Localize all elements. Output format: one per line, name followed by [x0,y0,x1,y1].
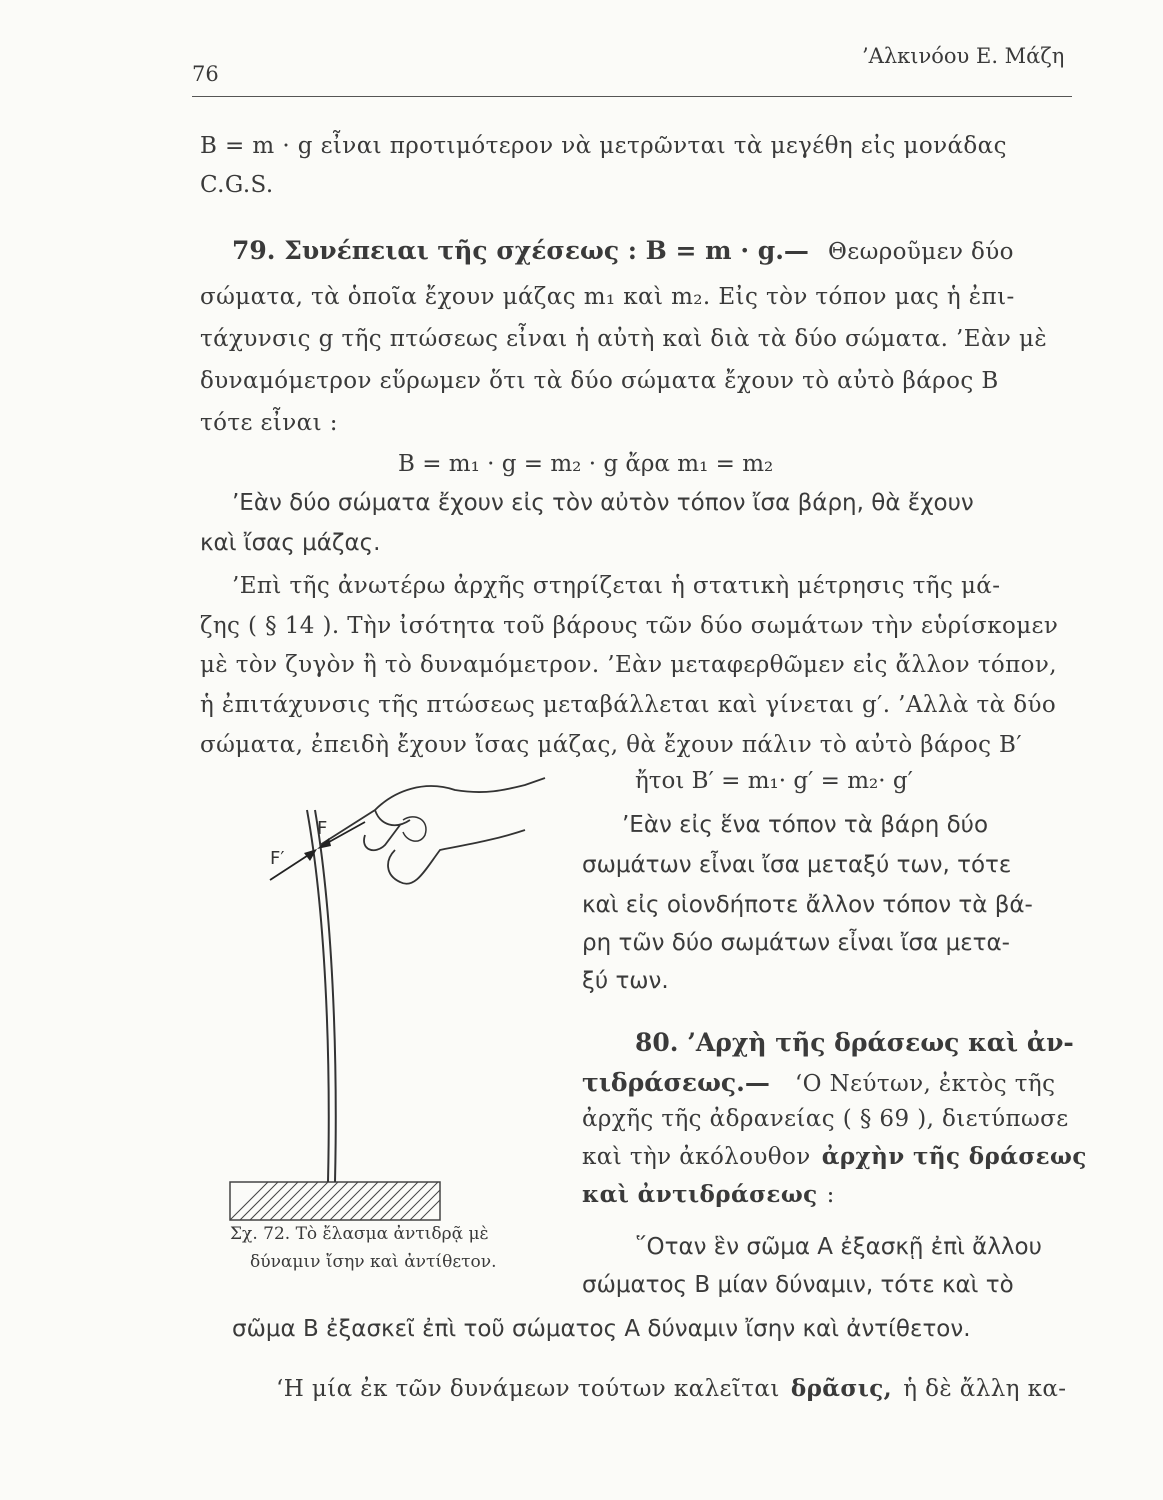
text-line: τάχυνσις g τῆς πτώσεως εἶναι ἡ αὐτὴ καὶ διὰ τὰ δύο σώματα. ’Εὰν μὲ [200,326,1048,352]
text-line: ἡ ἐπιτάχυνσις τῆς πτώσεως μεταβάλλεται καὶ γίνεται g′. ’Αλλὰ τὰ δύο [200,692,1057,718]
text-line: Θεωροῦμεν δύο [828,239,1014,265]
elastic-strip [307,810,329,1182]
text-line: ’Εὰν δύο σώματα ἔχουν εἰς τὸν αὐτὸν τόπον ἴσα βάρη, θὰ ἔχουν [232,490,974,516]
running-header-author: ’Αλκινόου Ε. Μάζη [862,44,1065,68]
text-segment: ‘Η μία ἐκ τῶν δυνάμεων τούτων καλεῖται [276,1376,780,1402]
figure-caption-line-2: δύναμιν ἴσην καὶ ἀντίθετον. [250,1252,497,1272]
figure-caption-line-1: Σχ. 72. Τὸ ἔλασμα ἀντιδρᾷ μὲ [230,1224,489,1244]
text-line: ‘Ο Νεύτων, ἐκτὸς τῆς [794,1071,1056,1097]
section-79-heading: 79. Συνέπειαι τῆς σχέσεως : B = m · g.— [232,236,809,265]
equation-mass-equality: B = m₁ · g = m₂ · g ἄρα m₁ = m₂ [398,451,774,477]
text-line-mixed [582,1143,1087,1170]
text-line: C.G.S. [200,172,274,198]
text-line: δυναμόμετρον εὕρωμεν ὅτι τὰ δύο σώματα ἔχουν τὸ αὐτὸ βάρος B [200,368,999,394]
text-line: ξύ των. [582,968,669,994]
header-rule [192,96,1072,97]
text-line: καὶ ἴσας μάζας. [200,530,381,556]
text-line: ῞Οταν ἓν σῶμα A ἐξασκῇ ἐπὶ ἄλλου [635,1234,1042,1260]
principle-name-bold: καὶ ἀντιδράσεως [582,1181,818,1208]
section-80-heading: 80. ’Αρχὴ τῆς δράσεως καὶ ἀν- [635,1028,1074,1057]
text-line: σώματος B μίαν δύναμιν, τότε καὶ τὸ [582,1272,1014,1298]
text-line: ’Εὰν εἰς ἕνα τόπον τὰ βάρη δύο [622,812,989,838]
section-79-first-line [232,236,1014,265]
text-line: σώματα, ἐπειδὴ ἔχουν ἴσας μάζας, θὰ ἔχουν πάλιν τὸ αὐτὸ βάρος B′ [200,732,1022,758]
text-segment: : [826,1182,835,1208]
text-segment: καὶ τὴν ἀκόλουθον [582,1144,811,1170]
text-line: σῶμα B ἐξασκεῖ ἐπὶ τοῦ σώματος A δύναμιν ἴσην καὶ ἀντίθετον. [232,1316,971,1342]
section-80-line-2 [582,1068,1055,1097]
text-line: ρη τῶν δύο σωμάτων εἶναι ἴσα μετα- [582,930,1010,956]
text-segment: ἡ δὲ ἄλλη κα- [903,1376,1067,1402]
text-line: τότε εἶναι : [200,410,338,436]
equation-weight-equality: ἤτοι B′ = m₁· g′ = m₂· g′ [635,768,913,794]
text-line: ζης ( § 14 ). Τὴν ἰσότητα τοῦ βάρους τῶν δύο σωμάτων τὴν εὑρίσκομεν [200,613,1059,639]
text-line: σώματα, τὰ ὁποῖα ἔχουν μάζας m₁ καὶ m₂. Εἰς τὸν τόπον μας ἡ ἐπι- [200,284,1015,310]
hand-outline [320,778,545,884]
text-line: μὲ τὸν ζυγὸν ἢ τὸ δυναμόμετρον. ’Εὰν μεταφερθῶμεν εἰς ἄλλον τόπον, [200,652,1057,678]
label-f: F [317,818,328,839]
text-line: σωμάτων εἶναι ἴσα μεταξύ των, τότε [582,852,1012,878]
section-80-heading-cont: τιδράσεως.— [582,1068,770,1097]
label-f-prime: F′ [270,848,285,869]
principle-name-bold: ἀρχὴν τῆς δράσεως [821,1143,1087,1170]
text-line-mixed [276,1375,1066,1402]
text-line: ἀρχῆς τῆς ἀδρανείας ( § 69 ), διετύπωσε [582,1106,1069,1132]
figure-72-illustration [225,750,565,1230]
text-line: ’Επὶ τῆς ἀνωτέρω ἀρχῆς στηρίζεται ἡ στατικὴ μέτρησις τῆς μά- [232,573,1001,599]
page-number: 76 [192,62,219,86]
ground-hatch [230,1182,440,1220]
text-line: B = m · g εἶναι προτιμότερον νὰ μετρῶνται τὰ μεγέθη εἰς μονάδας [200,133,1007,159]
text-line: καὶ εἰς οἱονδήποτε ἄλλον τόπον τὰ βά- [582,892,1033,918]
term-bold: δρᾶσις, [790,1375,893,1402]
text-line-mixed [582,1181,835,1208]
